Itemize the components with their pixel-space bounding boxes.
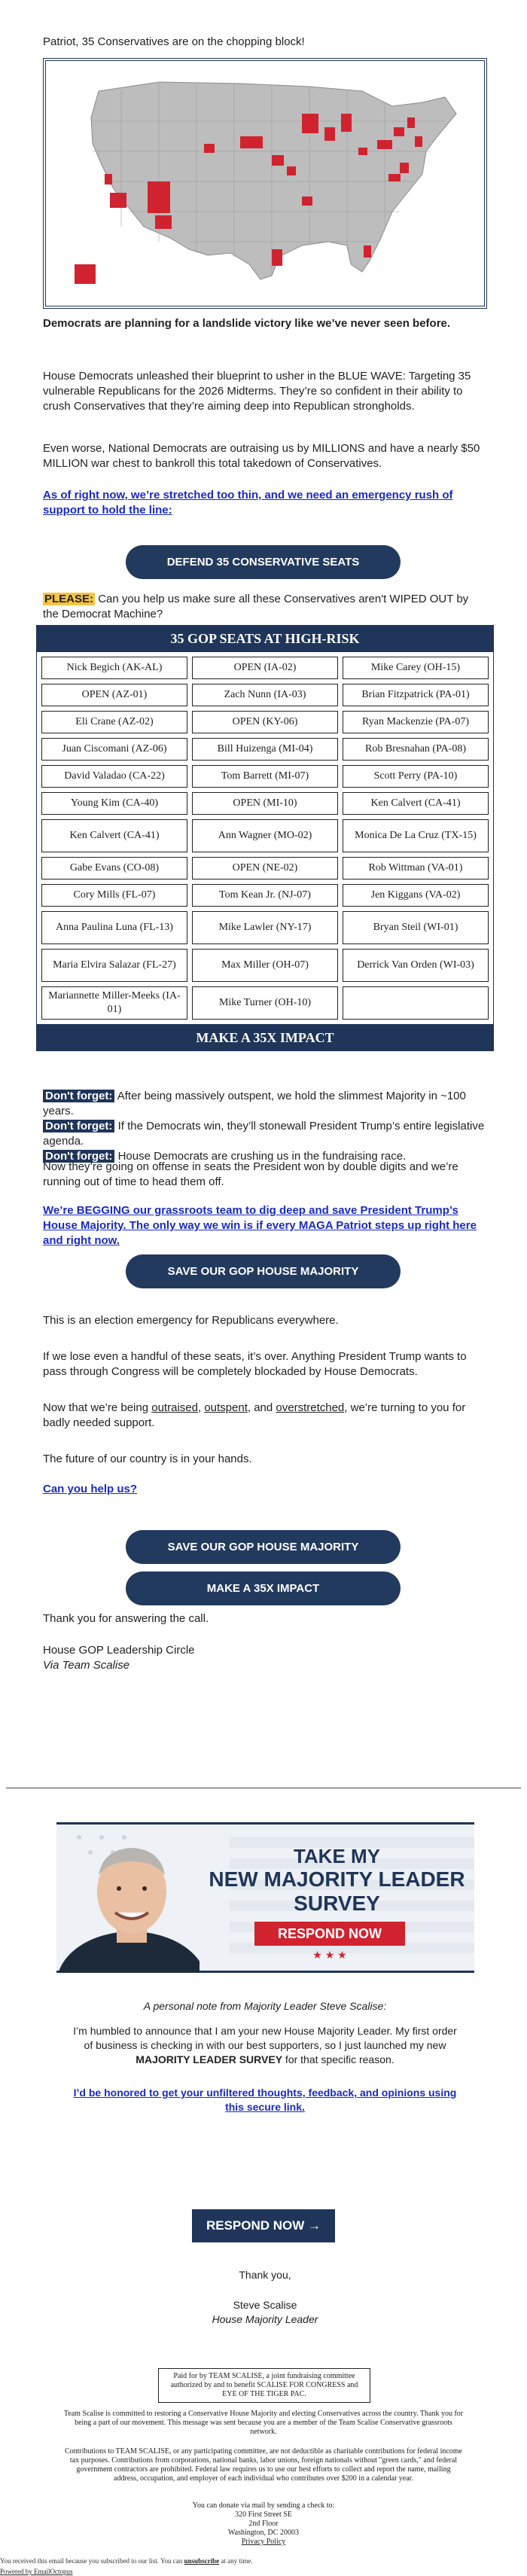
body-paragraph: Now they’re going on offense in seats the President won by double digits and we’re running out of time to head them off.: [43, 1160, 458, 1188]
seat-cell: Ryan Mackenzie (PA-07): [343, 711, 489, 733]
support-link[interactable]: As of right now, we’re stretched too thin, and we need an emergency rush of support to hold the line:: [43, 489, 453, 517]
address-line: 320 First Street SE: [235, 2510, 292, 2519]
seat-cell: Ken Calvert (CA-41): [343, 792, 489, 815]
us-district-map: [46, 61, 484, 306]
seat-cell: Gabe Evans (CO-08): [41, 857, 187, 879]
dont-forget-label: Don't forget:: [43, 1150, 114, 1163]
signature-org: House GOP Leadership Circle: [43, 1644, 195, 1657]
legal-text: Team Scalise is committed to restoring a Conservative House Majority and electing Conservatives across the country. Thank you for being a part of our movement. This message was sent because you are a member of the Team Scalise Conservative grassroots network.: [63, 2410, 464, 2436]
unsubscribe-note: You received this email because you subscribed to our list. You can unsubscribe at any time.: [0, 2557, 253, 2565]
please-text: Can you help us make sure all these Conservatives aren't WIPED OUT by the Democrat Machine?: [43, 593, 469, 620]
seat-cell: Tom Barrett (MI-07): [192, 765, 338, 788]
survey-link[interactable]: I’d be honored to get your unfiltered thoughts, feedback, and opinions using this secure link.: [73, 2087, 457, 2113]
seat-cell: OPEN (AZ-01): [41, 684, 187, 706]
signature: [43, 1643, 195, 1673]
seat-cell: Anna Paulina Luna (FL-13): [41, 911, 187, 944]
seat-cell: Max Miller (OH-07): [192, 949, 338, 982]
seat-cell: Rob Wittman (VA-01): [343, 857, 489, 879]
dont-forget-list: [43, 1089, 487, 1164]
seat-cell: Bill Huizenga (MI-04): [192, 738, 338, 761]
portrait-photo: [56, 1822, 200, 1973]
seats-table: [36, 625, 494, 1051]
seat-cell: Young Kim (CA-40): [41, 792, 187, 815]
dont-forget-label: Don't forget:: [43, 1090, 114, 1102]
seat-cell: Mike Lawler (NY-17): [192, 911, 338, 944]
dont-forget-item: If the Democrats win, they’ll stonewall President Trump’s entire legislative agenda.: [43, 1120, 485, 1148]
seat-cell: Eli Crane (AZ-02): [41, 711, 187, 733]
seat-cell: OPEN (IA-02): [192, 657, 338, 679]
seat-cell: Nick Begich (AK-AL): [41, 657, 187, 679]
seat-cell: Ann Wagner (MO-02): [192, 819, 338, 852]
mail-intro: You can donate via mail by sending a check to:: [192, 2501, 335, 2510]
seat-cell: Scott Perry (PA-10): [343, 765, 489, 788]
seat-cell: OPEN (KY-06): [192, 711, 338, 733]
body-paragraph: If we lose even a handful of these seats, it’s over. Anything President Trump wants to pass through Congress will be completely blockaded by House Democrats.: [43, 1350, 467, 1378]
banner-line-3: SURVEY: [294, 1892, 380, 1915]
sig-title: House Majority Leader: [212, 2313, 318, 2325]
please-label: PLEASE:: [44, 593, 94, 605]
unsubscribe-link[interactable]: unsubscribe: [184, 2557, 220, 2565]
seat-cell: Mike Turner (OH-10): [192, 986, 338, 1020]
privacy-link[interactable]: Privacy Policy: [241, 2538, 286, 2546]
seat-cell: David Valadao (CA-22): [41, 765, 187, 788]
seat-cell: Mariannette Miller-Meeks (IA-01): [41, 986, 187, 1020]
sig-name: Steve Scalise: [233, 2299, 297, 2311]
seat-cell: Cory Mills (FL-07): [41, 884, 187, 907]
thank-you: Thank you,: [239, 2269, 291, 2281]
respond-now-button[interactable]: RESPOND NOW →: [192, 2209, 335, 2242]
dont-forget-item: House Democrats are crushing us in the fundraising race.: [117, 1150, 407, 1163]
dont-forget-label: Don't forget:: [43, 1120, 114, 1133]
powered-by-link[interactable]: Powered by EmailOctopus: [0, 2568, 73, 2575]
us-map-frame: [43, 58, 487, 309]
please-paragraph: [43, 592, 487, 622]
body-paragraph: Even worse, National Democrats are outraising us by MILLIONS and have a nearly $50 MILLION war chest to bankroll this total takedown of Conservatives.: [43, 442, 480, 470]
address-line: Washington, DC 20003: [228, 2529, 299, 2537]
address-line: 2nd Floor: [248, 2520, 279, 2528]
seat-cell: Zach Nunn (IA-03): [192, 684, 338, 706]
body-paragraph: The future of our country is in your hands.: [43, 1453, 252, 1465]
make-impact-button[interactable]: MAKE A 35X IMPACT: [126, 1572, 401, 1605]
seats-grid: [36, 652, 494, 1024]
defend-seats-button[interactable]: DEFEND 35 CONSERVATIVE SEATS: [126, 545, 401, 579]
save-majority-button-2[interactable]: SAVE OUR GOP HOUSE MAJORITY: [126, 1530, 401, 1564]
body-paragraph: This is an election emergency for Republicans everywhere.: [43, 1314, 339, 1327]
seat-cell: Rob Bresnahan (PA-08): [343, 738, 489, 761]
seat-cell: Tom Kean Jr. (NJ-07): [192, 884, 338, 907]
seat-cell: Bryan Steil (WI-01): [343, 911, 489, 944]
seat-cell: OPEN (NE-02): [192, 857, 338, 879]
legal-text: Contributions to TEAM SCALISE, or any participating committee, are not deductible as charitable contributions for federal income tax purposes. Contributions from corporations, national banks, labor unions, foreign nationals without "green cards," and federal government contractors are prohibited. Federal law requires us to use our best efforts to collect and report the name, mailing address, occupation, and employer of each individual who contributes over $200 in a calendar year.: [64, 2447, 462, 2483]
signature-via: Via Team Scalise: [43, 1659, 130, 1672]
seats-table-title: 35 GOP SEATS AT HIGH-RISK: [36, 625, 494, 652]
thanks-text: Thank you for answering the call.: [43, 1612, 209, 1625]
seat-cell: Juan Ciscomani (AZ-06): [41, 738, 187, 761]
dont-forget-item: After being massively outspent, we hold the slimmest Majority in ~100 years.: [43, 1090, 466, 1117]
note-body: I’m humbled to announce that I am your new House Majority Leader. My first order of business is checking in with our best supporters, so I just launched my new MAJORITY LEADER SURVEY for that specific reason.: [73, 2025, 457, 2065]
seat-cell: Brian Fitzpatrick (PA-01): [343, 684, 489, 706]
begging-link[interactable]: We’re BEGGING our grassroots team to dig deep and save President Trump’s House Majority. The only way we win is if every MAGA Patriot steps up right here and right now.: [43, 1204, 477, 1247]
seat-cell: Monica De La Cruz (TX-15): [343, 819, 489, 852]
lead-text: Democrats are planning for a landslide victory like we’ve never seen before.: [43, 317, 451, 330]
body-paragraph: House Democrats unleashed their blueprint to usher in the BLUE WAVE: Targeting 35 vulnerable Republicans for the 2026 Midterms. They’re so confident in their ability to crush Conservatives that they’re aiming deep into Republican strongholds.: [43, 370, 471, 413]
seat-cell: Jen Kiggans (VA-02): [343, 884, 489, 907]
survey-banner[interactable]: [56, 1822, 474, 1973]
banner-line-1: TAKE MY: [293, 1845, 381, 1867]
greeting: Patriot, 35 Conservatives are on the chopping block!: [43, 35, 305, 48]
seat-cell: Mike Carey (OH-15): [343, 657, 489, 679]
seat-cell: Derrick Van Orden (WI-03): [343, 949, 489, 982]
body-paragraph: Now that we’re being outraised, outspent, and overstretched, we’re turning to you for badly needed support.: [43, 1401, 466, 1429]
save-majority-button[interactable]: SAVE OUR GOP HOUSE MAJORITY: [126, 1254, 401, 1288]
seat-cell: Maria Elvira Salazar (FL-27): [41, 949, 187, 982]
banner-line-2: NEW MAJORITY LEADER: [209, 1867, 465, 1891]
banner-respond-button[interactable]: RESPOND NOW: [254, 1922, 405, 1946]
seat-cell-empty: [343, 986, 489, 1020]
seats-table-footer: MAKE A 35X IMPACT: [36, 1024, 494, 1051]
banner-stars: ★ ★ ★: [312, 1949, 347, 1961]
seat-cell: Ken Calvert (CA-41): [41, 819, 187, 852]
paid-for-box: Paid for by TEAM SCALISE, a joint fundraising committee authorized by and to benefit SCALISE FOR CONGRESS and EYE OF THE TIGER PAC.: [158, 2368, 370, 2403]
help-link[interactable]: Can you help us?: [43, 1483, 138, 1495]
note-title: A personal note from Majority Leader Steve Scalise:: [143, 2000, 387, 2012]
seat-cell: OPEN (MI-10): [192, 792, 338, 815]
